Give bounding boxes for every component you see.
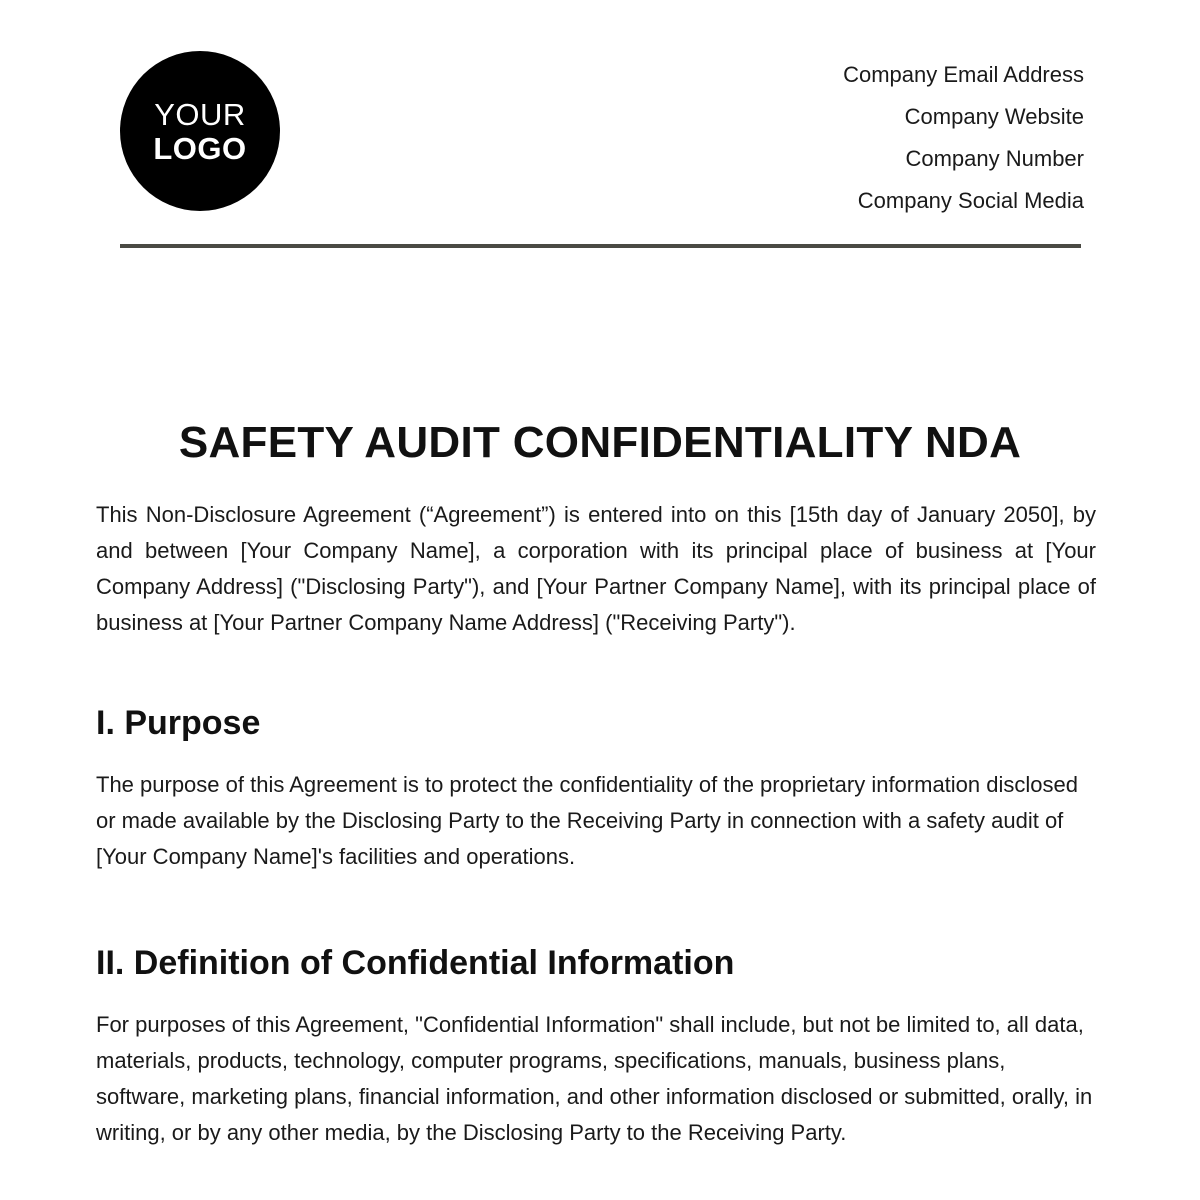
intro-paragraph: This Non-Disclosure Agreement (“Agreement”) is entered into on this [15th day of January 2050], by and between [Your Company Name], a corporation with its principal place of business at [Your Company Address] ("Disclosing Party"), and [Your Partner Company Name], with its principal place of business at [Your Partner Company Name Address] ("Receiving Party"). <box>96 502 1096 635</box>
logo-text-line2: LOGO <box>153 130 247 166</box>
document-body <box>96 497 1096 1151</box>
company-contact-block <box>843 54 1084 222</box>
company-number: Company Number <box>905 146 1084 171</box>
company-social-media: Company Social Media <box>857 188 1084 213</box>
company-logo <box>120 51 280 211</box>
company-website: Company Website <box>904 104 1084 129</box>
section-heading-definition: II. Definition of Confidential Information <box>96 944 735 982</box>
section-body-purpose: The purpose of this Agreement is to protect the confidentiality of the proprietary information disclosed or made available by the Disclosing Party to the Receiving Party in connection with a safety audit of [Your Company Name]'s facilities and operations. <box>96 772 1078 869</box>
document-title: SAFETY AUDIT CONFIDENTIALITY NDA <box>178 418 1022 467</box>
logo-text-line1: YOUR <box>154 96 246 132</box>
section-heading-purpose: I. Purpose <box>96 704 261 742</box>
header-divider <box>120 244 1081 248</box>
company-email: Company Email Address <box>843 62 1084 87</box>
section-body-definition: For purposes of this Agreement, "Confidential Information" shall include, but not be limited to, all data, materials, products, technology, computer programs, specifications, manuals, business plans, software, marketing plans, financial information, and other information disclosed or submitted, orally, in writing, or by any other media, by the Disclosing Party to the Receiving Party. <box>96 1012 1093 1145</box>
